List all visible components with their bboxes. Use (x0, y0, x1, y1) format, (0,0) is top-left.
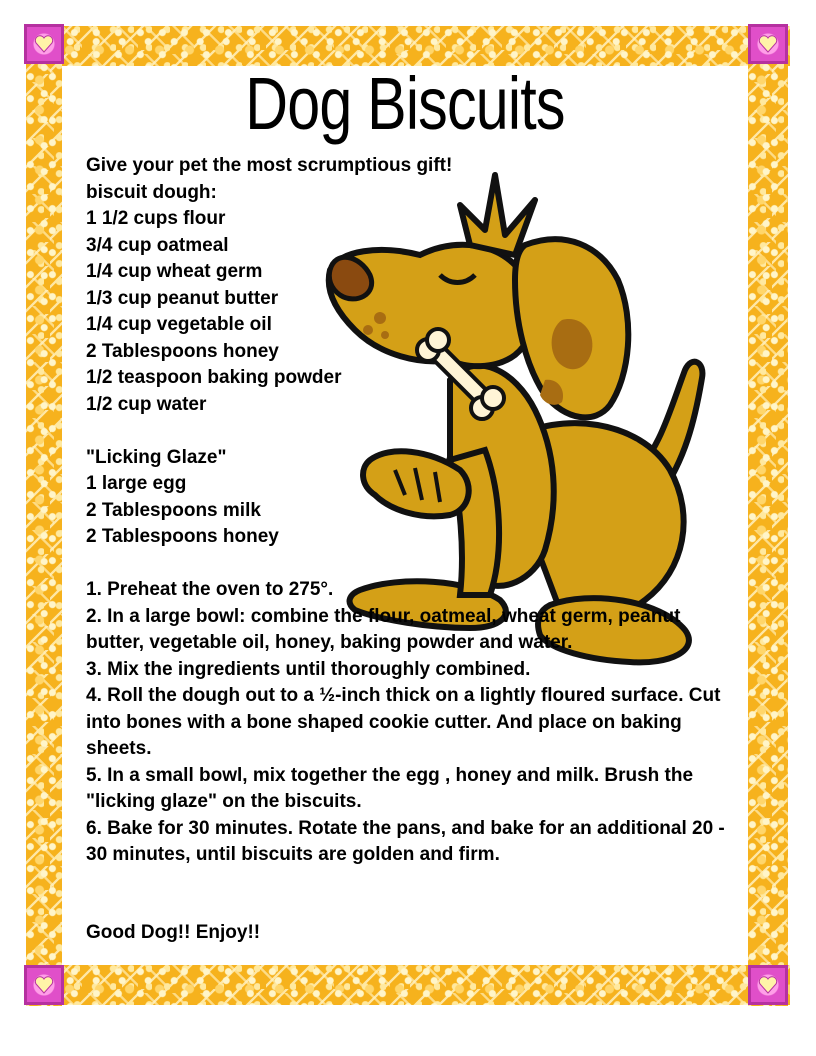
border-left (26, 26, 62, 1006)
instruction-step: 4. Roll the dough out to a ½-inch thick on a lightly floured surface. Cut into bones with a bone shaped cookie cutter. And place on baking sheets. (86, 685, 721, 759)
corner-heart-top-right (748, 24, 788, 64)
corner-heart-bottom-right (748, 965, 788, 1005)
recipe-content (86, 153, 736, 869)
glaze-heading: "Licking Glaze" (86, 446, 227, 468)
ingredient-item: 1/2 cup water (86, 393, 207, 415)
glaze-item: 1 large egg (86, 473, 187, 494)
glaze-item: 2 Tablespoons milk (86, 499, 261, 521)
instruction-step: 5. In a small bowl, mix together the egg , honey and milk. Brush the "licking glaze" on the biscuits. (86, 764, 694, 812)
corner-heart-top-left (24, 24, 64, 64)
corner-heart-bottom-left (24, 965, 64, 1005)
ingredient-item: 1/2 teaspoon baking powder (86, 367, 342, 388)
glaze-item: 2 Tablespoons honey (86, 526, 279, 547)
ingredient-item: 3/4 cup oatmeal (86, 234, 229, 256)
instruction-step: 3. Mix the ingredients until thoroughly combined. (86, 658, 531, 680)
ingredient-item: 1/4 cup wheat germ (86, 261, 263, 282)
border-right (748, 26, 788, 1006)
spacer (86, 551, 736, 578)
heart-icon (758, 975, 778, 995)
heart-icon (34, 975, 54, 995)
dough-heading: biscuit dough: (86, 181, 217, 203)
ingredient-item: 1/3 cup peanut butter (86, 287, 279, 309)
heart-icon (758, 34, 778, 54)
ingredient-item: 1/4 cup vegetable oil (86, 314, 272, 335)
page-title: Dog Biscuits (245, 62, 565, 145)
heart-icon (34, 34, 54, 54)
closing-text: Good Dog!! Enjoy!! (86, 922, 261, 943)
instruction-step: 2. In a large bowl: combine the flour, oatmeal, wheat germ, peanut butter, vegetable oil, honey, baking powder and water. (86, 605, 681, 653)
spacer (86, 418, 736, 445)
border-bottom (26, 965, 790, 1005)
instruction-step: 1. Preheat the oven to 275°. (86, 579, 334, 600)
intro-text: Give your pet the most scrumptious gift! (86, 155, 453, 176)
ingredient-item: 1 1/2 cups flour (86, 208, 226, 229)
instruction-step: 6. Bake for 30 minutes. Rotate the pans, and bake for an additional 20 - 30 minutes, until biscuits are golden and firm. (86, 817, 725, 865)
ingredient-item: 2 Tablespoons honey (86, 340, 279, 362)
